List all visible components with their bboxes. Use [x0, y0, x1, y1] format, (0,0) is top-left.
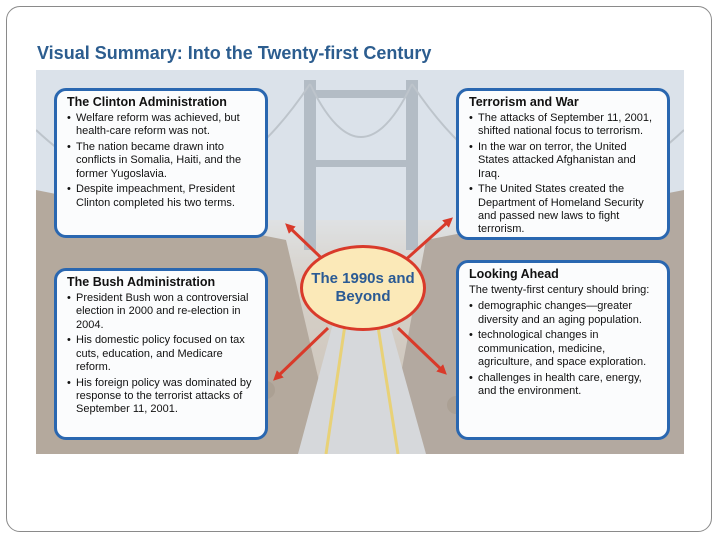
- bullet: • His domestic policy focused on tax cuts, education, and Medicare reform.: [67, 334, 257, 374]
- bullet: • Despite impeachment, President Clinton completed his two terms.: [67, 183, 257, 210]
- bullet: • Welfare reform was achieved, but health-care reform was not.: [67, 112, 257, 139]
- box-clinton-administration: [54, 88, 268, 238]
- box-looking-ahead: [456, 260, 670, 440]
- bullet: • His foreign policy was dominated by response to the terrorist attacks of September 11, 2001.: [67, 377, 257, 417]
- box-heading: Looking Ahead: [469, 267, 559, 281]
- box-heading: The Clinton Administration: [67, 95, 227, 109]
- box-heading: The Bush Administration: [67, 275, 216, 289]
- bullet: • President Bush won a controversial election in 2000 and re-election in 2004.: [67, 292, 257, 332]
- bullet: • The attacks of September 11, 2001, shifted national focus to terrorism.: [469, 112, 659, 139]
- box-terrorism-and-war: [456, 88, 670, 240]
- figure-title: Visual Summary: Into the Twenty-first Century: [36, 40, 684, 70]
- arrow-to-bush: [276, 328, 328, 378]
- bullet: • The United States created the Department of Homeland Security and passed new laws to fight terrorism.: [469, 183, 659, 236]
- box-bush-administration: [54, 268, 268, 440]
- bridge-photo-background: [36, 70, 684, 454]
- visual-summary-figure: [36, 40, 684, 454]
- center-topic-oval: [300, 245, 426, 331]
- bullet: • In the war on terror, the United States attacked Afghanistan and Iraq.: [469, 141, 659, 181]
- center-topic-label: The 1990s and Beyond: [311, 270, 415, 305]
- box-heading: Terrorism and War: [469, 95, 579, 109]
- arrow-to-ahead: [398, 328, 444, 372]
- bullet: • The nation became drawn into conflicts in Somalia, Haiti, and the former Yugoslavia.: [67, 141, 257, 181]
- bullet: • demographic changes—greater diversity and an aging population.: [469, 300, 659, 327]
- bullet: • technological changes in communication, medicine, agriculture, and space exploration.: [469, 329, 659, 369]
- bullet: • challenges in health care, energy, and the environment.: [469, 372, 659, 399]
- box-intro: The twenty-first century should bring:: [469, 284, 650, 296]
